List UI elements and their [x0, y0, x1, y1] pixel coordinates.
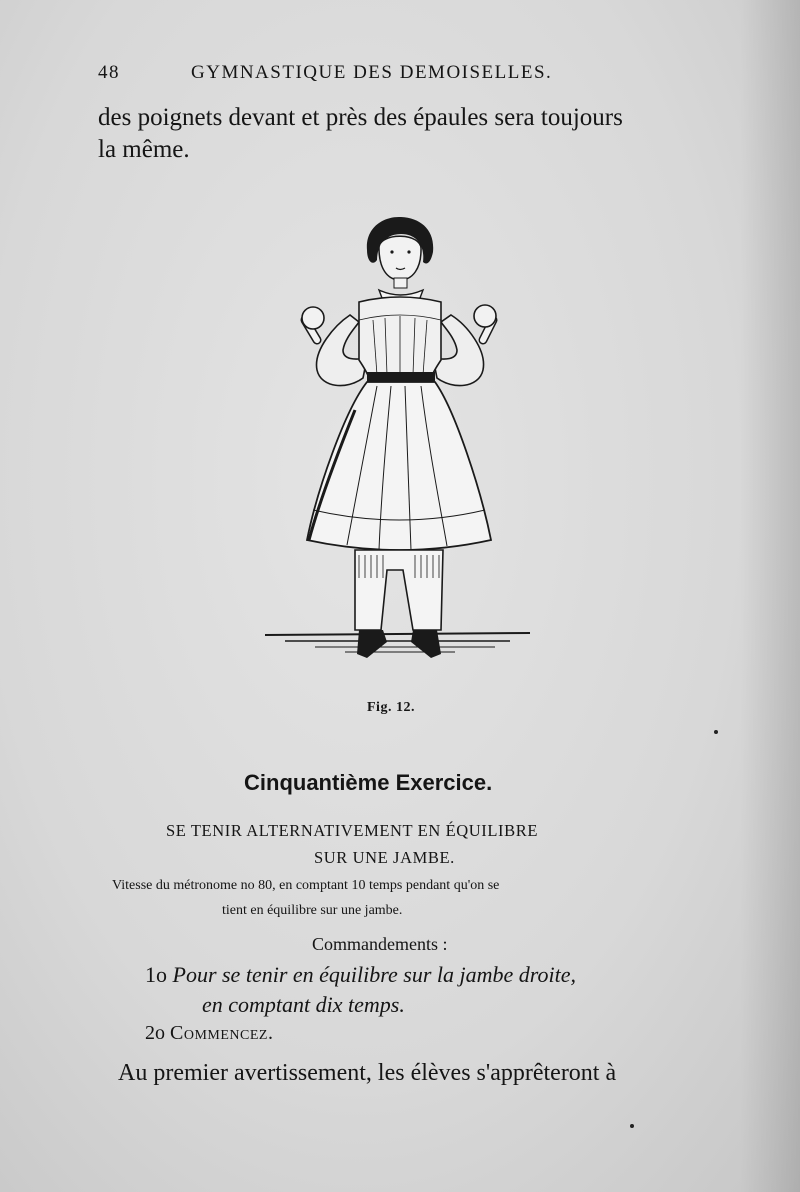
figure-caption: Fig. 12. [367, 700, 415, 715]
left-fist [302, 307, 324, 329]
intro-line-2: la même. [98, 136, 190, 163]
commands-heading: Commandements : [312, 934, 448, 954]
ink-speck [630, 1124, 634, 1128]
face [379, 236, 421, 280]
right-fist [474, 305, 496, 327]
pantalettes [355, 550, 443, 630]
tempo-line-1: Vitesse du métronome no 80, en comptant 10 temps pendant qu'on se [112, 878, 500, 893]
exercise-subtitle-line-2: SUR UNE JAMBE. [314, 848, 455, 867]
right-shoe [411, 630, 441, 658]
command-2-text: Commencez. [170, 1022, 274, 1044]
exercise-subtitle-line-1: SE TENIR ALTERNATIVEMENT EN ÉQUILIBRE [166, 821, 539, 840]
command-1-line-2: en comptant dix temps. [202, 992, 405, 1017]
page-spine-shadow [740, 0, 800, 1192]
left-shoe [357, 630, 387, 658]
command-1-number: 1o [145, 962, 167, 987]
closing-line: Au premier avertissement, les élèves s'apprêteront à [118, 1060, 617, 1086]
command-1-continued [202, 992, 405, 1018]
command-2 [145, 1022, 273, 1045]
command-2-number: 2o [145, 1022, 165, 1044]
tempo-line-2: tient en équilibre sur une jambe. [222, 903, 403, 918]
ground-lines [265, 633, 530, 652]
command-1-line-1: Pour se tenir en équilibre sur la jambe droite, [172, 962, 576, 987]
ink-speck [714, 730, 718, 734]
command-1 [145, 962, 576, 988]
page-number: 48 [98, 62, 120, 83]
exercise-heading: Cinquantième Exercice. [244, 770, 493, 795]
intro-line-1: des poignets devant et près des épaules sera toujours [98, 104, 623, 131]
figure-illustration [255, 210, 545, 690]
running-title: GYMNASTIQUE DES DEMOISELLES. [191, 62, 553, 83]
